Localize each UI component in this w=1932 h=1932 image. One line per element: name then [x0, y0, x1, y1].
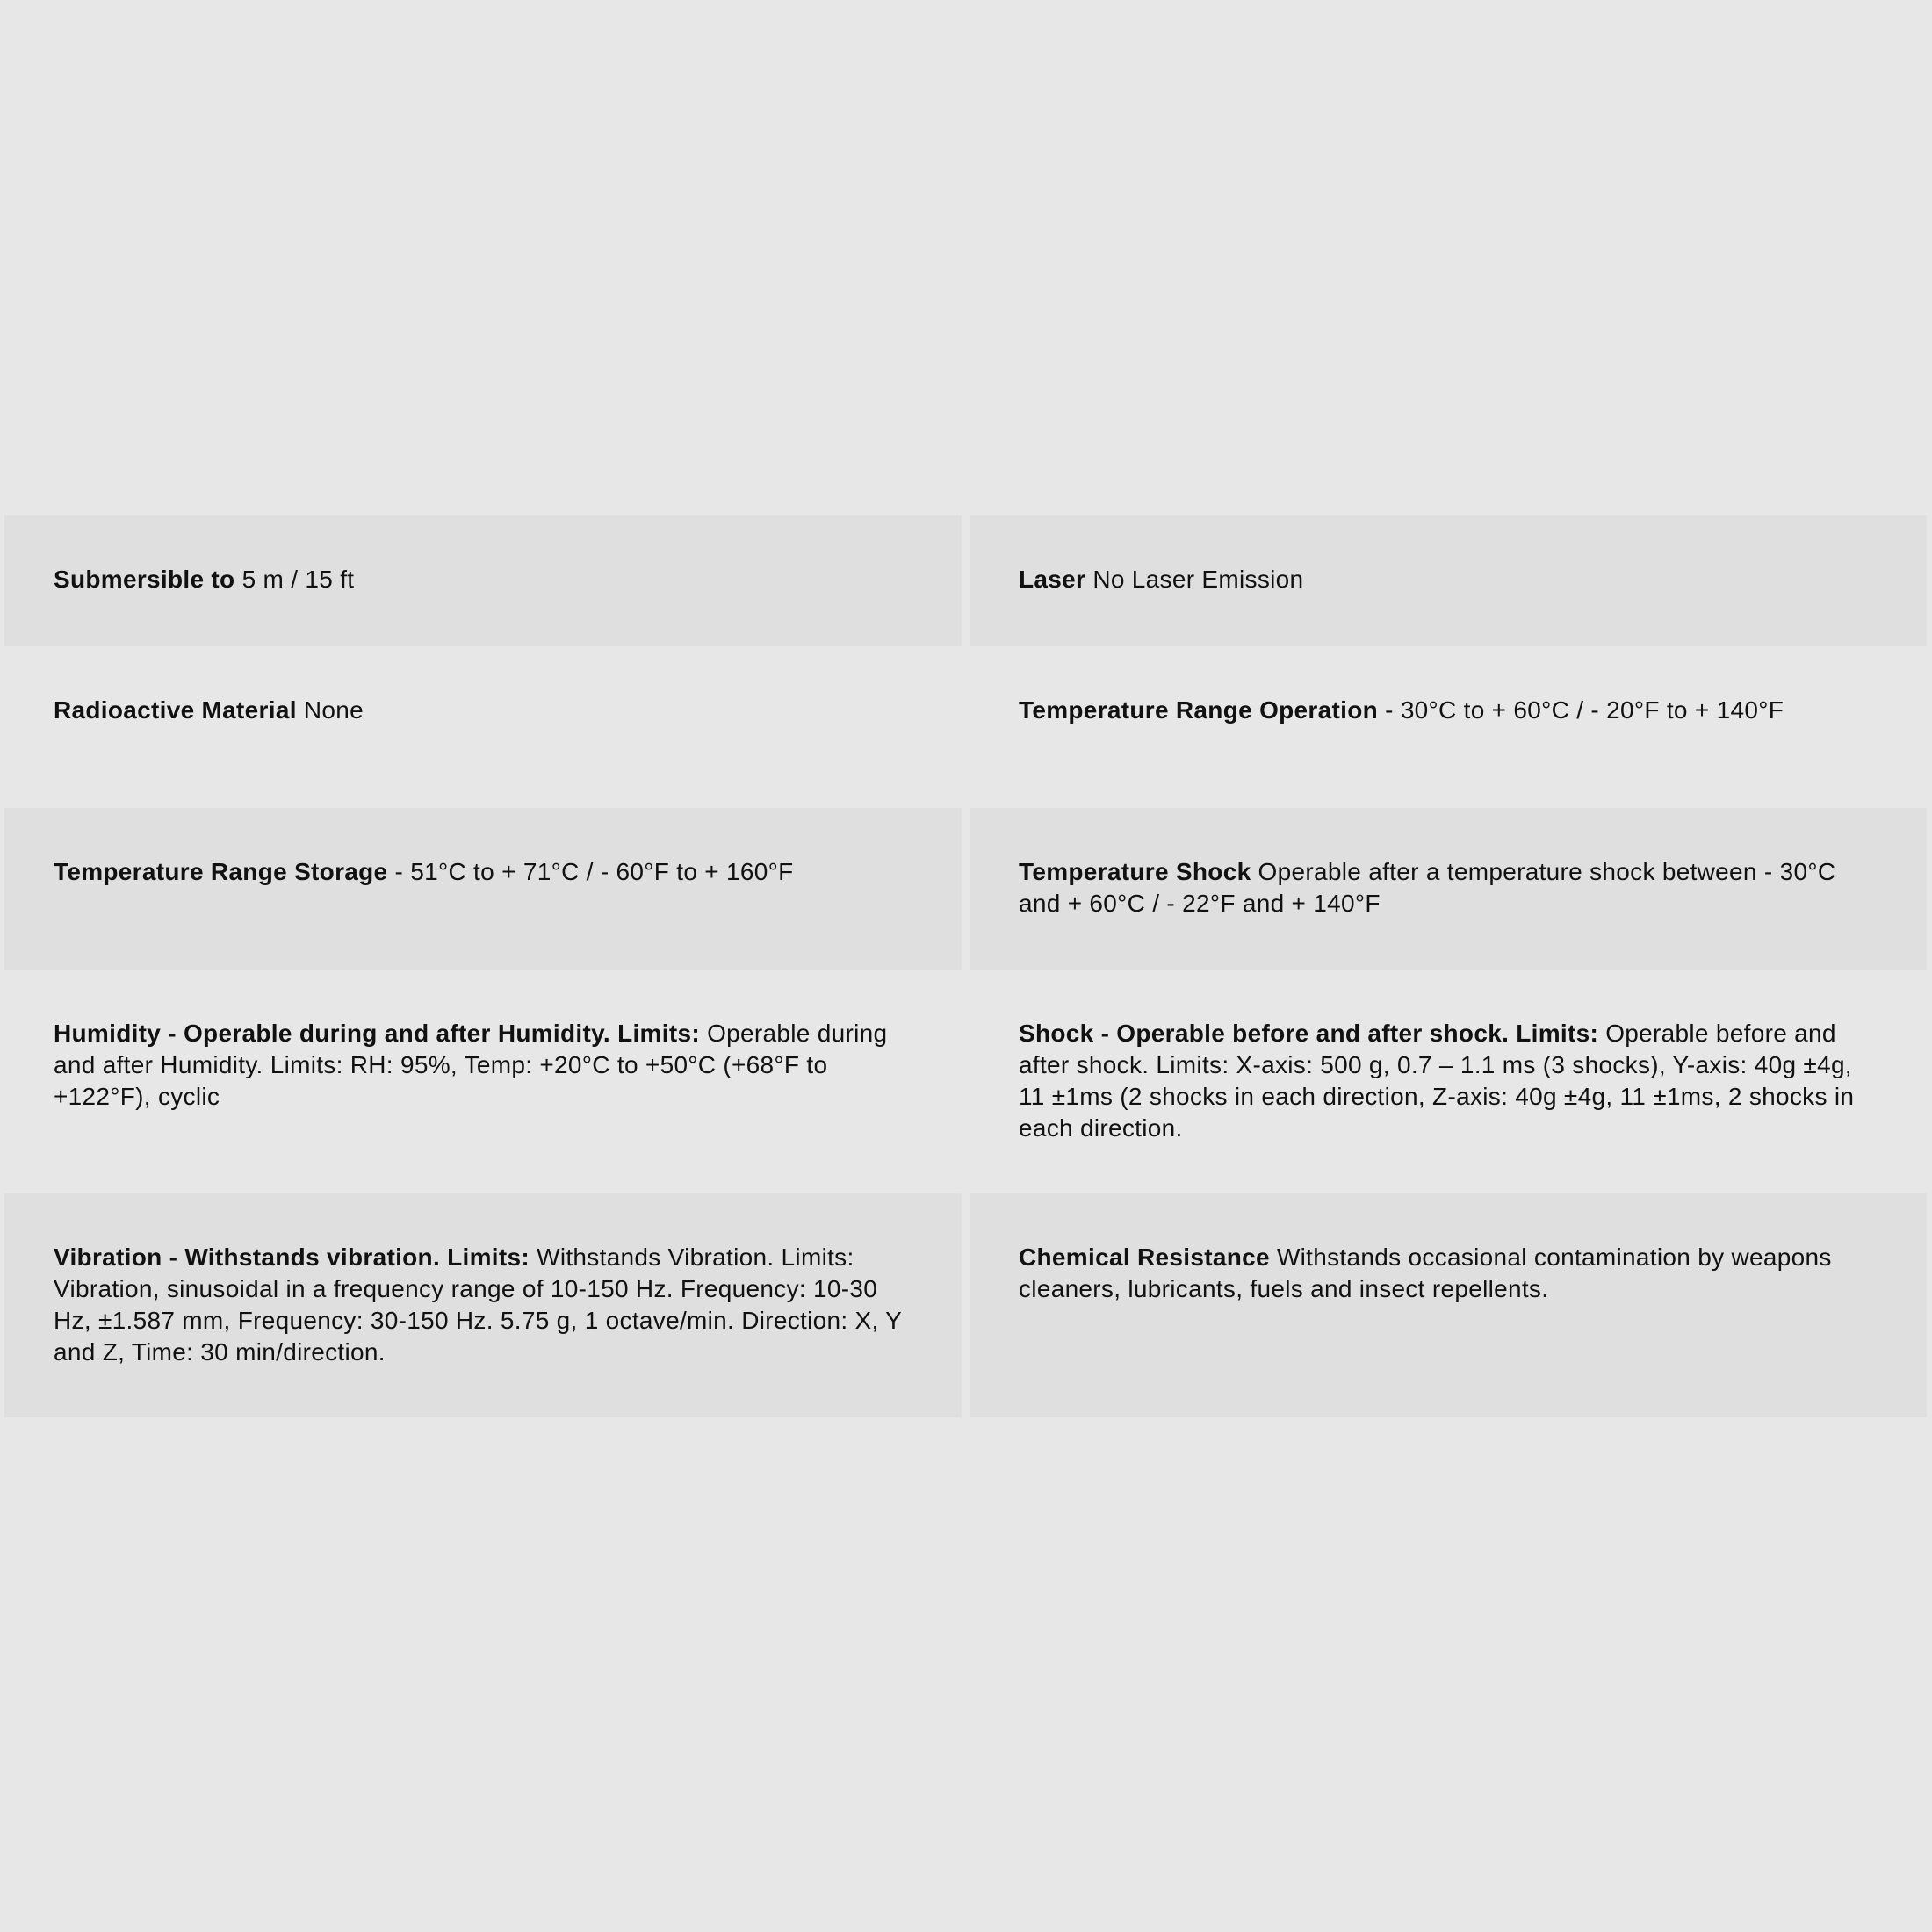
spec-value: No Laser Emission: [1092, 566, 1304, 593]
spec-vibration: [4, 1193, 962, 1417]
spec-value: Withstands occasional contamination by weapons cleaners, lubricants, fuels and insect repellents.: [1019, 1244, 1832, 1302]
spec-label: Temperature Range Storage: [54, 858, 388, 885]
spec-radioactive-material: [4, 646, 962, 808]
specifications-grid: [4, 515, 1927, 1417]
spec-label: Shock - Operable before and after shock. Limits:: [1019, 1020, 1599, 1047]
spec-label: Temperature Shock: [1019, 858, 1251, 885]
spec-label: Laser: [1019, 566, 1086, 593]
spec-temperature-range-operation: [970, 646, 1927, 808]
spec-value: Operable before and after shock. Limits: X-axis: 500 g, 0.7 – 1.1 ms (3 shocks), Y-axis: 40g ±4g, 11 ±1ms (2 shocks in each direction, Z-axis: 40g ±4g, 11 ±1ms, 2 shocks in each direction.: [1019, 1020, 1855, 1142]
spec-value: Operable during and after Humidity. Limits: RH: 95%, Temp: +20°C to +50°C (+68°F to +122°F), cyclic: [54, 1020, 888, 1110]
spec-label: Vibration - Withstands vibration. Limits:: [54, 1244, 530, 1271]
spec-temperature-range-storage: [4, 808, 962, 970]
spec-value: None: [303, 696, 364, 724]
spec-label: Chemical Resistance: [1019, 1244, 1270, 1271]
spec-value: Withstands Vibration. Limits: Vibration, sinusoidal in a frequency range of 10-150 Hz. Frequency: 10-30 Hz, ±1.587 mm, Frequency: 30-150 Hz. 5.75 g, 1 octave/min. Direction: X, Y and Z, Time: 30 min/direction.: [54, 1244, 902, 1366]
spec-value: - 51°C to + 71°C / - 60°F to + 160°F: [394, 858, 794, 885]
spec-label: Humidity - Operable during and after Humidity. Limits:: [54, 1020, 700, 1047]
spec-laser: [970, 515, 1927, 646]
spec-label: Temperature Range Operation: [1019, 696, 1379, 724]
spec-submersible: [4, 515, 962, 646]
spec-chemical-resistance: [970, 1193, 1927, 1417]
spec-temperature-shock: [970, 808, 1927, 970]
spec-value: - 30°C to + 60°C / - 20°F to + 140°F: [1385, 696, 1784, 724]
spec-value: Operable after a temperature shock between - 30°C and + 60°C / - 22°F and + 140°F: [1019, 858, 1836, 917]
spec-value: 5 m / 15 ft: [242, 566, 355, 593]
spec-label: Submersible to: [54, 566, 235, 593]
spec-shock: [970, 970, 1927, 1193]
spec-label: Radioactive Material: [54, 696, 297, 724]
spec-humidity: [4, 970, 962, 1193]
